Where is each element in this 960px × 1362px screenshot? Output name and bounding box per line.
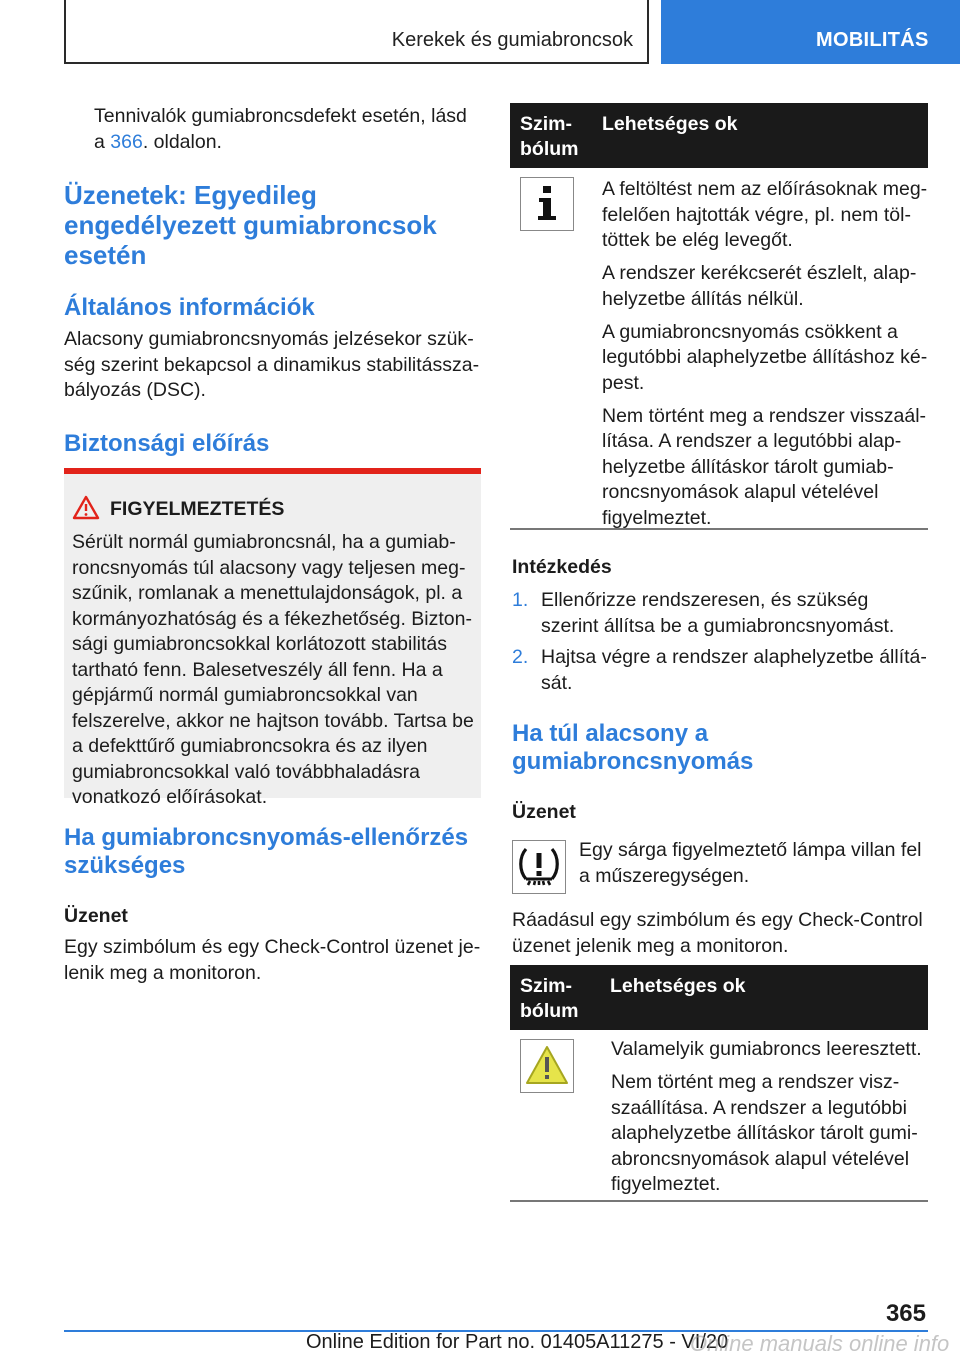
tire-pressure-warning-icon [512, 840, 566, 894]
measures-heading: Intézkedés [512, 556, 612, 578]
table1-header [510, 103, 928, 168]
table2-header [510, 965, 928, 1030]
safety-heading: Biztonsági előírás [64, 430, 270, 457]
check-heading: Ha gumiabroncsnyomás-ellenőrzés szükséges [64, 824, 469, 879]
message-text: Egy szimbólum és egy Check-Control üzenet jelenik meg a monitoron. [64, 936, 481, 984]
general-text: Alacsony gumiabroncsnyomás jelzésekor szükség szerint bekapcsol a dinamikus stabilitásszabályozás (DSC). [64, 328, 480, 401]
table1-reasons [602, 177, 928, 539]
warning-title: FIGYELMEZTETÉS [110, 498, 285, 520]
table1-reason: A gumiabroncsnyomás csökkent a legutóbbi alaphelyzetbe állításhoz képest. [602, 320, 928, 394]
warning-triangle-icon [520, 1039, 574, 1093]
warning-box [64, 468, 481, 808]
section-title: MOBILITÁS [816, 29, 929, 51]
table2-col-symbol: Szimbólum [520, 975, 579, 1022]
lamp-text: Egy sárga figyelmeztető lámpa villan fel a műszeregységen. [579, 839, 922, 887]
step-number: 2. [512, 646, 529, 668]
warning-triangle-icon [72, 495, 100, 526]
intro-line: Tennivalók gumiabroncsdefekt esetén, lásd [94, 105, 467, 127]
page-number: 365 [885, 1300, 926, 1327]
table1-col-reason: Lehetséges ok [602, 113, 738, 135]
warning-text: Sérült normál gumiabroncsnál, ha a gumiabroncsnyomás túl alacsony vagy teljesen megszűnik, romlanak a menettulajdonságok, pl. a kormányozhatóság és a fékezhetőség. Biztonsági gumiabroncsokkal korlátozott stabilitás tartható fenn. Balesetveszély áll fenn. Ha a gépjármű normál gumiabroncsokkal van felszerelve, akkor ne hajtson tovább. Tartsa be a defekttűrő gumiabroncsokra és az ilyen gumiabroncsokkal való továbbhaladásra vonatkozó előírásokat. [72, 531, 474, 808]
info-icon [520, 177, 574, 231]
edition-text: Online Edition for Part no. 01405A11275 - VI/20 [306, 1331, 729, 1353]
extra-text: Ráadásul egy szimbólum és egy Check-Control üzenet jelenik meg a monitoron. [512, 909, 923, 957]
low-pressure-heading: Ha túl alacsony a gumiabroncsnyomás [512, 720, 754, 775]
general-heading: Általános információk [64, 294, 315, 321]
table2-reasons [611, 1037, 928, 1205]
table1-reason: A rendszer kerékcserét észlelt, alaphelyzetbe állítás nélkül. [602, 262, 917, 310]
table1-bottom-rule [510, 528, 928, 530]
list-item [512, 588, 928, 639]
page-link[interactable]: 366 [110, 130, 143, 153]
table1-col-symbol: Szimbólum [520, 113, 579, 160]
chapter-title: Kerekek és gumiabroncsok [391, 29, 633, 51]
step-text: Hajtsa végre a rendszer alaphelyzetbe állítását. [541, 646, 927, 694]
step-text: Ellenőrizze rendszeresen, és szükség szerint állítsa be a gumiabroncsnyomást. [541, 589, 895, 637]
table2-reason: Nem történt meg a rendszer viszszaállítása. A rendszer a legutóbbi alaphelyzetbe állításkor tárolt gumiabroncsnyomások alapul vételével figyelmeztet. [611, 1071, 918, 1195]
table1-reason: A feltöltést nem az előírásoknak megfelelően hajtották végre, pl. nem töltöttek be elég levegőt. [602, 178, 928, 251]
intro-suffix: . oldalon. [142, 130, 222, 153]
low-message-label: Üzenet [512, 801, 576, 823]
main-heading: Üzenetek: Egyedileg engedélyezett gumiabroncsok esetén [64, 180, 437, 270]
intro-text [94, 104, 484, 155]
measures-list [512, 588, 928, 702]
table2-col-reason: Lehetséges ok [610, 975, 746, 997]
table2-reason: Valamelyik gumiabroncs leeresztett. [611, 1038, 922, 1060]
intro-prefix: a [94, 130, 111, 153]
intro-reference [94, 130, 484, 156]
header-section-tab [661, 0, 960, 64]
message-label: Üzenet [64, 905, 128, 927]
table2-bottom-rule [510, 1200, 928, 1202]
watermark: Online manuals online info [690, 1331, 950, 1356]
header-title-box [64, 0, 649, 64]
step-number: 1. [512, 589, 529, 611]
table1-reason: Nem történt meg a rendszer visszaállítása. A rendszer a legutóbbi alaphelyzetbe állításkor tárolt gumiabroncsnyomások alapul vételével figyelmeztet. [602, 404, 927, 529]
list-item [512, 645, 928, 696]
